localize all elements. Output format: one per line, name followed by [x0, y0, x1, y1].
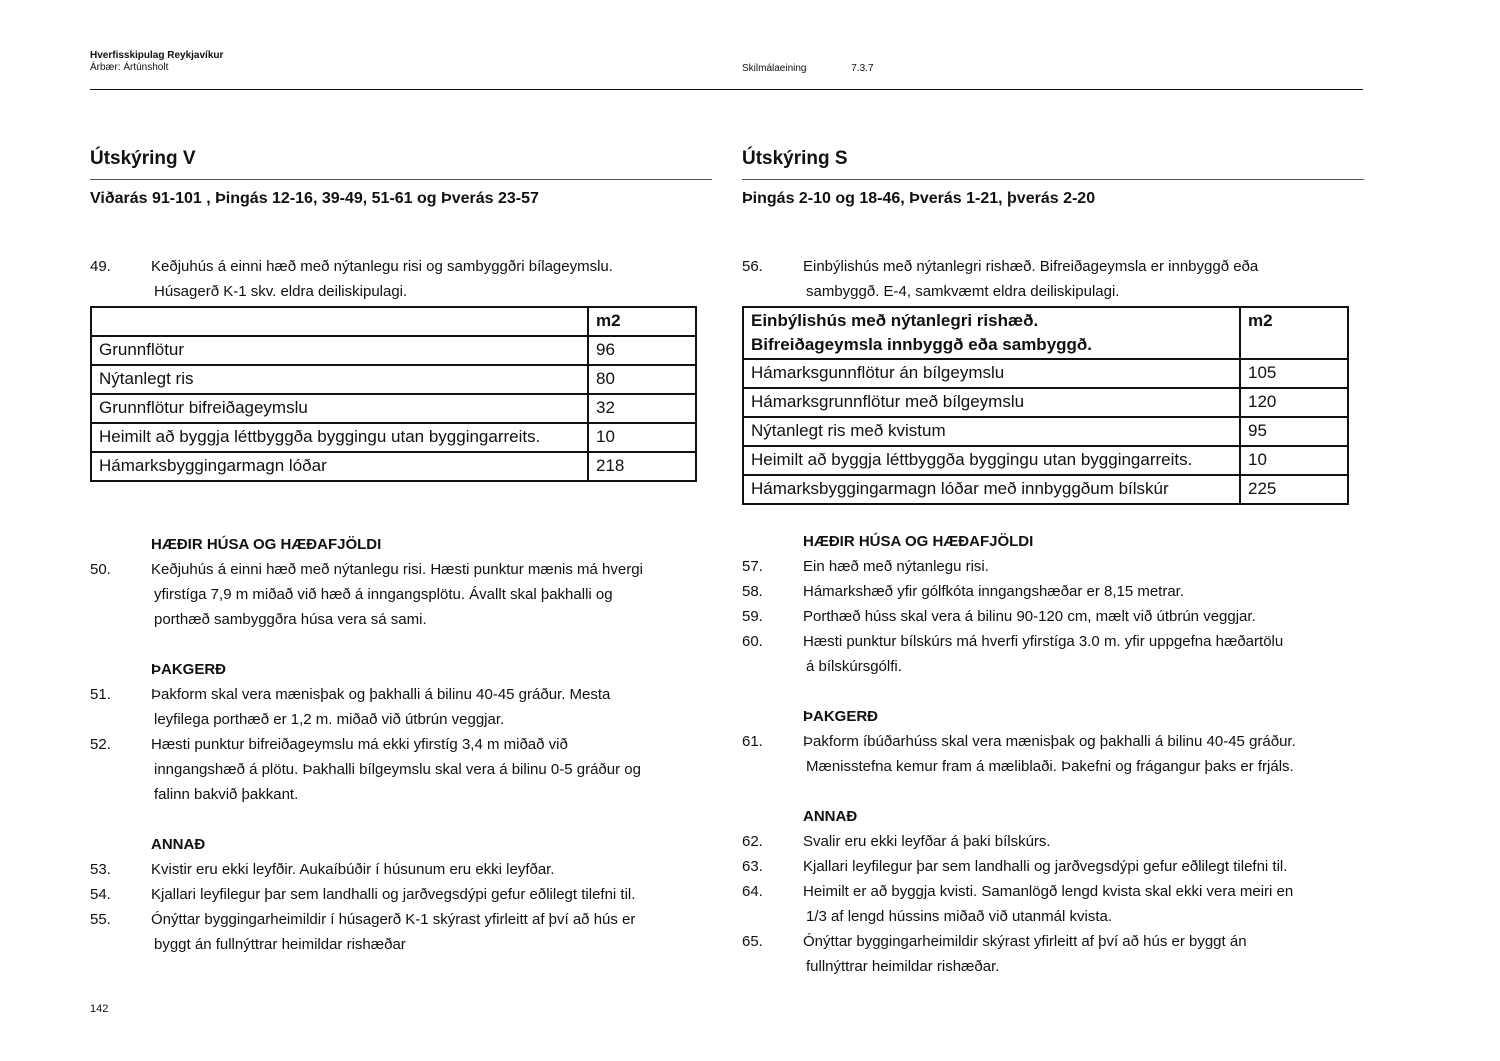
section-subtitle: Viðarás 91-101 , Þingás 12-16, 39-49, 51-61 og Þverás 23-57: [90, 190, 539, 207]
clause-text: porthæð sambyggðra húsa vera sá sami.: [154, 611, 427, 628]
clause-55: [90, 907, 712, 957]
clause-text: Heimilt er að byggja kvisti. Samanlögð lengd kvista skal ekki vera meiri en: [803, 883, 1294, 900]
clause-number: 54.: [90, 886, 111, 903]
clause-number: 53.: [90, 861, 111, 878]
clause-text: Húsagerð K-1 skv. eldra deiliskipulagi.: [154, 283, 408, 300]
header-line: Bifreiðageymsla innbyggð eða sambyggð.: [751, 335, 1093, 354]
clause-text: Kjallari leyfilegur þar sem landhalli og jarðvegsdýpi gefur eðlilegt tilefni til.: [803, 858, 1288, 875]
table-cell: 10: [1240, 446, 1348, 475]
area-table: [90, 306, 697, 482]
clause-text: Hámarkshæð yfir gólfkóta inngangshæðar er 8,15 metrar.: [803, 583, 1185, 600]
table-cell: 80: [588, 365, 696, 394]
table-cell: Hámarksgunnflötur án bílgeymslu: [743, 359, 1240, 388]
clause-59: [742, 604, 1364, 629]
table-row: [91, 394, 696, 423]
clause-text: Kvistir eru ekki leyfðir. Aukaíbúðir í húsunum eru ekki leyfðar.: [151, 861, 555, 878]
table-cell: Grunnflötur bifreiðageymslu: [91, 394, 588, 423]
other-heading: ANNAÐ: [803, 808, 858, 825]
clause-text: Ein hæð með nýtanlegu risi.: [803, 558, 989, 575]
table-row: [91, 336, 696, 365]
clause-text: falinn bakvið þakkant.: [154, 786, 299, 803]
table-header-cell: m2: [588, 307, 696, 336]
table-row: [91, 423, 696, 452]
clause-60: [742, 629, 1364, 679]
clause-65: [742, 929, 1364, 979]
table-header-cell: [743, 307, 1240, 359]
clause-61: [742, 729, 1364, 779]
table-cell: 95: [1240, 417, 1348, 446]
section-reference: [742, 63, 874, 74]
header-line: Einbýlishús með nýtanlegri rishæð.: [751, 311, 1039, 330]
clause-49: [90, 254, 712, 304]
section-title: Útskýring V: [90, 148, 196, 169]
clause-51: [90, 682, 712, 732]
clause-54: [90, 882, 712, 907]
table-header-cell: m2: [1240, 307, 1348, 359]
table-header-row: [91, 307, 696, 336]
clause-number: 61.: [742, 733, 763, 750]
table-row: [91, 365, 696, 394]
document-subtitle: Árbær: Ártúnsholt: [90, 62, 169, 73]
clause-text: Porthæð húss skal vera á bilinu 90-120 cm, mælt við útbrún veggjar.: [803, 608, 1256, 625]
table-row: [743, 359, 1348, 388]
table-cell: Grunnflötur: [91, 336, 588, 365]
right-column: [742, 145, 1364, 979]
section-divider: [90, 179, 712, 180]
clause-number: 56.: [742, 258, 763, 275]
area-table: [742, 306, 1349, 505]
clause-number: 50.: [90, 561, 111, 578]
clause-number: 52.: [90, 736, 111, 753]
left-column: [90, 145, 712, 957]
table-header-row: [743, 307, 1348, 359]
clause-number: 59.: [742, 608, 763, 625]
clause-text: Hæsti punktur bílskúrs má hverfi yfirstíga 3.0 m. yfir uppgefna hæðartölu: [803, 633, 1284, 650]
table-cell: 120: [1240, 388, 1348, 417]
document-title: Hverfisskipulag Reykjavíkur: [90, 50, 224, 61]
table-row: [743, 446, 1348, 475]
clause-text: Kjallari leyfilegur þar sem landhalli og jarðvegsdýpi gefur eðlilegt tilefni til.: [151, 886, 636, 903]
table-cell: Heimilt að byggja léttbyggða byggingu utan byggingarreits.: [743, 446, 1240, 475]
clause-63: [742, 854, 1364, 879]
clause-number: 49.: [90, 258, 111, 275]
clause-text: Hæsti punktur bifreiðageymslu má ekki yfirstíg 3,4 m miðað við: [151, 736, 568, 753]
clause-57: [742, 554, 1364, 579]
clause-text: inngangshæð á plötu. Þakhalli bílgeymslu skal vera á bilinu 0-5 gráður og: [154, 761, 641, 778]
table-header-cell: [91, 307, 588, 336]
clause-56: [742, 254, 1364, 304]
clause-number: 58.: [742, 583, 763, 600]
clause-text: á bílskúrsgólfi.: [806, 658, 902, 675]
clause-text: Ónýttar byggingarheimildir í húsagerð K-1 skýrast yfirleitt af því að hús er: [151, 911, 636, 928]
clause-number: 62.: [742, 833, 763, 850]
clause-text: yfirstíga 7,9 m miðað við hæð á inngangsplötu. Ávallt skal þakhalli og: [154, 586, 613, 603]
clause-text: Mænisstefna kemur fram á mæliblaði. Þakefni og frágangur þaks er frjáls.: [806, 758, 1294, 775]
table-cell: Heimilt að byggja léttbyggða byggingu utan byggingarreits.: [91, 423, 588, 452]
table-row: [743, 475, 1348, 504]
section-label: Skilmálaeining: [742, 63, 807, 74]
table-cell: Hámarksbyggingarmagn lóðar: [91, 452, 588, 481]
page-number: 142: [90, 1003, 109, 1015]
table-row: [743, 417, 1348, 446]
clause-text: byggt án fullnýttrar heimildar rishæðar: [154, 936, 406, 953]
section-subtitle: Þingás 2-10 og 18-46, Þverás 1-21, þverás 2-20: [742, 190, 1096, 207]
section-number: 7.3.7: [851, 63, 874, 74]
section-title: Útskýring S: [742, 148, 848, 169]
table-cell: 105: [1240, 359, 1348, 388]
clause-52: [90, 732, 712, 807]
document-header: [90, 50, 223, 74]
clause-58: [742, 579, 1364, 604]
table-cell: 10: [588, 423, 696, 452]
table-cell: Hámarksbyggingarmagn lóðar með innbyggðum bílskúr: [743, 475, 1240, 504]
heights-heading: HÆÐIR HÚSA OG HÆÐAFJÖLDI: [151, 536, 382, 553]
clause-number: 60.: [742, 633, 763, 650]
clause-number: 55.: [90, 911, 111, 928]
section-divider: [742, 179, 1364, 180]
heights-heading: HÆÐIR HÚSA OG HÆÐAFJÖLDI: [803, 533, 1034, 550]
other-heading: ANNAÐ: [151, 836, 206, 853]
clause-number: 51.: [90, 686, 111, 703]
clause-text: Þakform íbúðarhúss skal vera mænisþak og þakhalli á bilinu 40-45 gráður.: [803, 733, 1296, 750]
clause-50: [90, 557, 712, 632]
clause-53: [90, 857, 712, 882]
clause-text: fullnýttrar heimildar rishæðar.: [806, 958, 1000, 975]
table-cell: 96: [588, 336, 696, 365]
table-cell: 225: [1240, 475, 1348, 504]
clause-text: leyfilega porthæð er 1,2 m. miðað við útbrún veggjar.: [154, 711, 505, 728]
clause-text: Keðjuhús á einni hæð með nýtanlegu risi og sambyggðri bílageymslu.: [151, 258, 613, 275]
roof-heading: ÞAKGERÐ: [151, 661, 227, 678]
clause-62: [742, 829, 1364, 854]
clause-text: Svalir eru ekki leyfðar á þaki bílskúrs.: [803, 833, 1051, 850]
table-row: [91, 452, 696, 481]
table-row: [743, 388, 1348, 417]
table-cell: 218: [588, 452, 696, 481]
clause-text: 1/3 af lengd hússins miðað við utanmál kvista.: [806, 908, 1112, 925]
roof-heading: ÞAKGERÐ: [803, 708, 879, 725]
header-divider: [90, 89, 1363, 90]
clause-text: Einbýlishús með nýtanlegri rishæð. Bifreiðageymsla er innbyggð eða: [803, 258, 1259, 275]
clause-number: 65.: [742, 933, 763, 950]
clause-text: Keðjuhús á einni hæð með nýtanlegu risi. Hæsti punktur mænis má hvergi: [151, 561, 643, 578]
table-cell: Hámarksgrunnflötur með bílgeymslu: [743, 388, 1240, 417]
clause-64: [742, 879, 1364, 929]
table-cell: Nýtanlegt ris með kvistum: [743, 417, 1240, 446]
clause-number: 64.: [742, 883, 763, 900]
clause-number: 63.: [742, 858, 763, 875]
clause-text: Þakform skal vera mænisþak og þakhalli á bilinu 40-45 gráður. Mesta: [151, 686, 611, 703]
clause-text: sambyggð. E-4, samkvæmt eldra deiliskipulagi.: [806, 283, 1120, 300]
clause-number: 57.: [742, 558, 763, 575]
table-cell: Nýtanlegt ris: [91, 365, 588, 394]
table-cell: 32: [588, 394, 696, 423]
clause-text: Ónýttar byggingarheimildir skýrast yfirleitt af því að hús er byggt án: [803, 933, 1247, 950]
